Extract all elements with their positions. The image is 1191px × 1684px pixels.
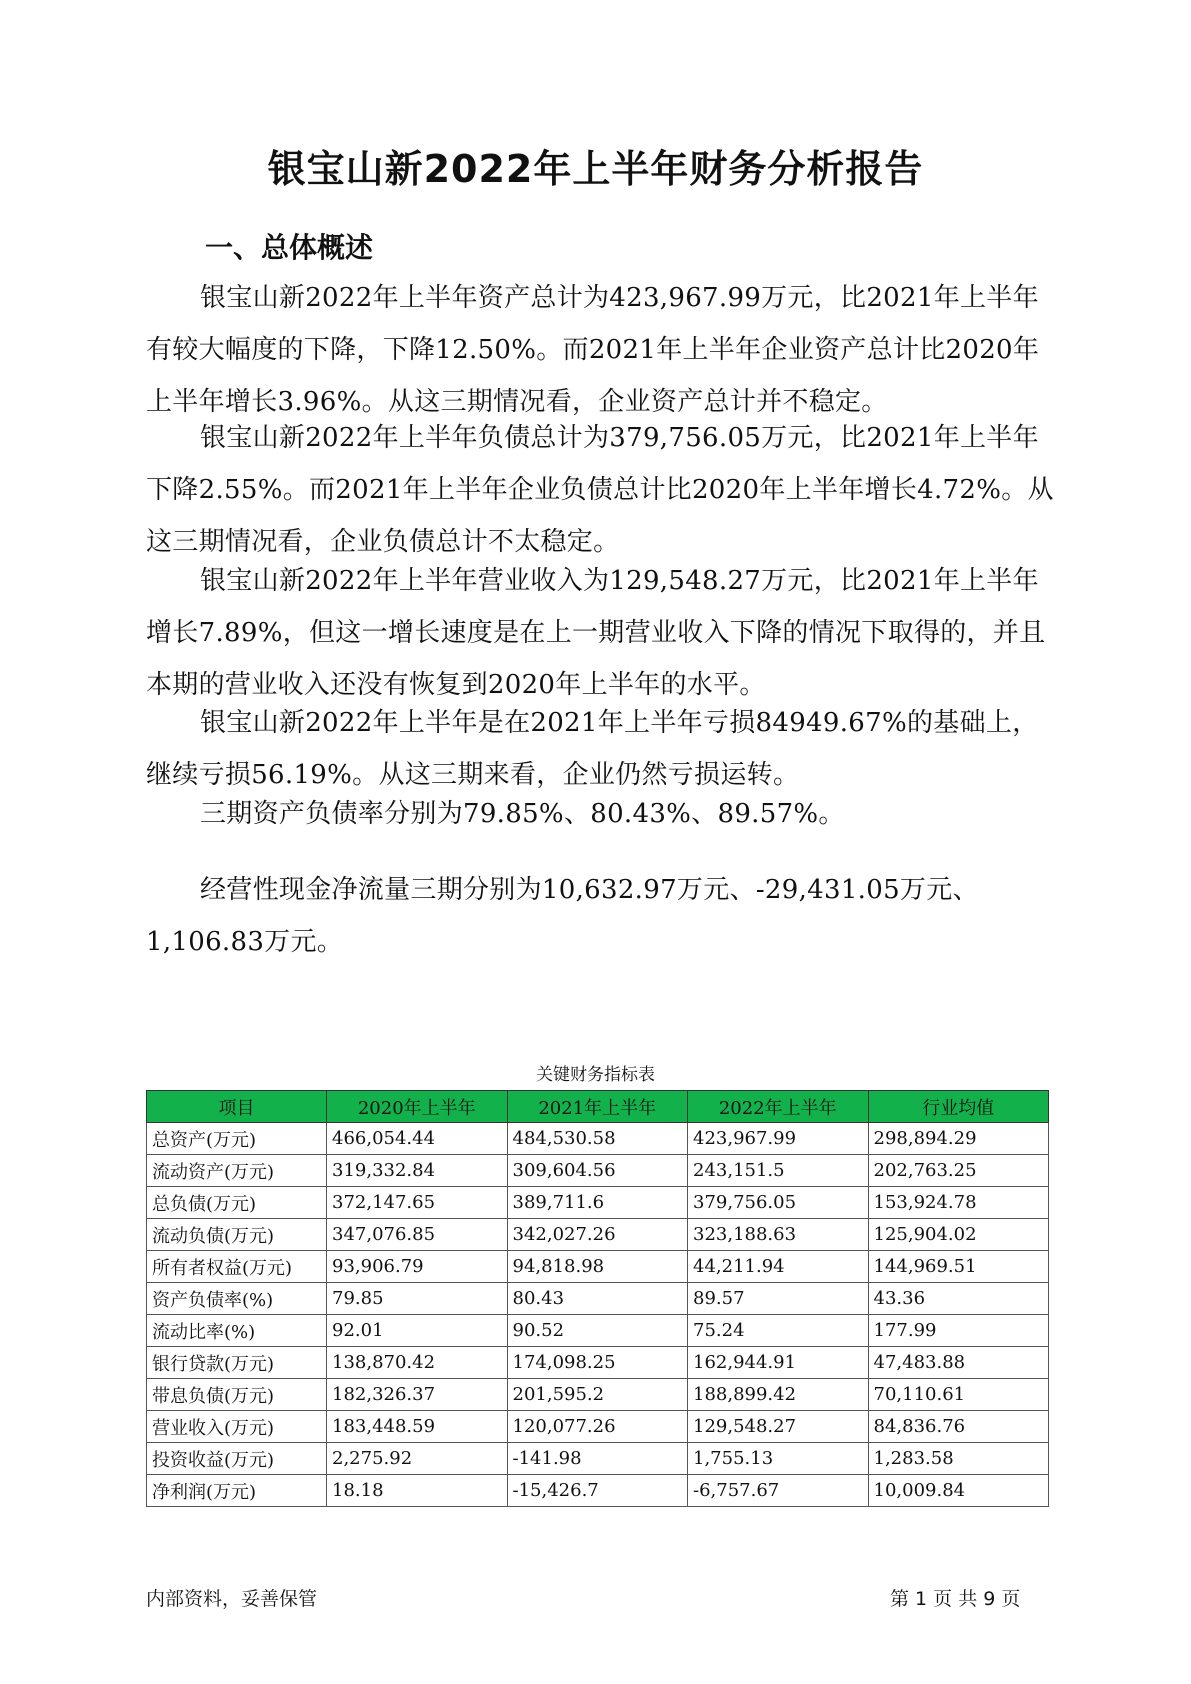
paragraph-debt-ratio: 三期资产负债率分别为79.85%、80.43%、89.57%。 — [200, 799, 845, 829]
table-row — [147, 1219, 1049, 1251]
value-cell: 182,326.37 — [327, 1379, 508, 1411]
value-cell: 1,755.13 — [688, 1443, 869, 1475]
row-label-cell: 资产负债率(%) — [147, 1283, 327, 1315]
row-label-cell: 带息负债(万元) — [147, 1379, 327, 1411]
paragraph-assets: 银宝山新2022年上半年资产总计为423,967.99万元，比2021年上半年有较大幅度的下降，下降12.50%。而2021年上半年企业资产总计比2020年上半年增长3.96%。从这三期情况看，企业资产总计并不稳定。 — [146, 283, 1040, 417]
table-row — [147, 1123, 1049, 1155]
value-cell: 89.57 — [688, 1283, 869, 1315]
value-cell: 138,870.42 — [327, 1347, 508, 1379]
table-row — [147, 1475, 1049, 1507]
table-row — [147, 1155, 1049, 1187]
value-cell: 125,904.02 — [868, 1219, 1049, 1251]
value-cell: 484,530.58 — [507, 1123, 688, 1155]
value-cell: 43.36 — [868, 1283, 1049, 1315]
value-cell: 129,548.27 — [688, 1411, 869, 1443]
footer-confidential-note: 内部资料，妥善保管 — [146, 1588, 318, 1610]
value-cell: 183,448.59 — [327, 1411, 508, 1443]
header-2021h1: 2021年上半年 — [507, 1091, 688, 1123]
value-cell: 79.85 — [327, 1283, 508, 1315]
value-cell: -141.98 — [507, 1443, 688, 1475]
value-cell: 347,076.85 — [327, 1219, 508, 1251]
value-cell: 162,944.91 — [688, 1347, 869, 1379]
table-row — [147, 1379, 1049, 1411]
value-cell: 93,906.79 — [327, 1251, 508, 1283]
row-label-cell: 总资产(万元) — [147, 1123, 327, 1155]
header-item: 项目 — [147, 1091, 327, 1123]
value-cell: 319,332.84 — [327, 1155, 508, 1187]
value-cell: 80.43 — [507, 1283, 688, 1315]
row-label-cell: 流动资产(万元) — [147, 1155, 327, 1187]
value-cell: 177.99 — [868, 1315, 1049, 1347]
paragraph-liabilities: 银宝山新2022年上半年负债总计为379,756.05万元，比2021年上半年下降2.55%。而2021年上半年企业负债总计比2020年上半年增长4.72%。从这三期情况看，企业负债总计不太稳定。 — [146, 423, 1054, 557]
table-caption: 关键财务指标表 — [536, 1065, 655, 1085]
value-cell: 372,147.65 — [327, 1187, 508, 1219]
value-cell: 379,756.05 — [688, 1187, 869, 1219]
key-financial-indicators-table — [146, 1090, 1049, 1507]
value-cell: -6,757.67 — [688, 1475, 869, 1507]
row-label-cell: 投资收益(万元) — [147, 1443, 327, 1475]
value-cell: 202,763.25 — [868, 1155, 1049, 1187]
row-label-cell: 总负债(万元) — [147, 1187, 327, 1219]
paragraph-cashflow: 经营性现金净流量三期分别为10,632.97万元、-29,431.05万元、1,106.83万元。 — [146, 875, 979, 957]
value-cell: 323,188.63 — [688, 1219, 869, 1251]
value-cell: 466,054.44 — [327, 1123, 508, 1155]
row-label-cell: 银行贷款(万元) — [147, 1347, 327, 1379]
value-cell: 94,818.98 — [507, 1251, 688, 1283]
value-cell: 90.52 — [507, 1315, 688, 1347]
value-cell: 75.24 — [688, 1315, 869, 1347]
table-row — [147, 1347, 1049, 1379]
value-cell: 1,283.58 — [868, 1443, 1049, 1475]
value-cell: 18.18 — [327, 1475, 508, 1507]
value-cell: 389,711.6 — [507, 1187, 688, 1219]
value-cell: 84,836.76 — [868, 1411, 1049, 1443]
value-cell: 309,604.56 — [507, 1155, 688, 1187]
value-cell: 47,483.88 — [868, 1347, 1049, 1379]
value-cell: 153,924.78 — [868, 1187, 1049, 1219]
header-2020h1: 2020年上半年 — [327, 1091, 508, 1123]
value-cell: 188,899.42 — [688, 1379, 869, 1411]
header-industry-average: 行业均值 — [868, 1091, 1049, 1123]
row-label-cell: 净利润(万元) — [147, 1475, 327, 1507]
report-title: 银宝山新2022年上半年财务分析报告 — [267, 147, 924, 191]
value-cell: 10,009.84 — [868, 1475, 1049, 1507]
value-cell: 243,151.5 — [688, 1155, 869, 1187]
table-row — [147, 1443, 1049, 1475]
footer-page-number: 第 1 页 共 9 页 — [890, 1588, 1021, 1610]
table-row — [147, 1187, 1049, 1219]
value-cell: 174,098.25 — [507, 1347, 688, 1379]
value-cell: 92.01 — [327, 1315, 508, 1347]
value-cell: 70,110.61 — [868, 1379, 1049, 1411]
table-row — [147, 1283, 1049, 1315]
value-cell: 423,967.99 — [688, 1123, 869, 1155]
table-row — [147, 1411, 1049, 1443]
value-cell: 298,894.29 — [868, 1123, 1049, 1155]
row-label-cell: 营业收入(万元) — [147, 1411, 327, 1443]
value-cell: 120,077.26 — [507, 1411, 688, 1443]
value-cell: -15,426.7 — [507, 1475, 688, 1507]
row-label-cell: 所有者权益(万元) — [147, 1251, 327, 1283]
row-label-cell: 流动比率(%) — [147, 1315, 327, 1347]
row-label-cell: 流动负债(万元) — [147, 1219, 327, 1251]
header-2022h1: 2022年上半年 — [688, 1091, 869, 1123]
value-cell: 44,211.94 — [688, 1251, 869, 1283]
value-cell: 144,969.51 — [868, 1251, 1049, 1283]
value-cell: 2,275.92 — [327, 1443, 508, 1475]
paragraph-revenue: 银宝山新2022年上半年营业收入为129,548.27万元，比2021年上半年增长7.89%，但这一增长速度是在上一期营业收入下降的情况下取得的，并且本期的营业收入还没有恢复到2020年上半年的水平。 — [146, 566, 1046, 700]
value-cell: 201,595.2 — [507, 1379, 688, 1411]
table-row — [147, 1315, 1049, 1347]
table-header-row — [147, 1091, 1049, 1123]
table-row — [147, 1251, 1049, 1283]
paragraph-profit: 银宝山新2022年上半年是在2021年上半年亏损84949.67%的基础上，继续亏损56.19%。从这三期来看，企业仍然亏损运转。 — [146, 708, 1039, 790]
value-cell: 342,027.26 — [507, 1219, 688, 1251]
section-heading-overview: 一、总体概述 — [205, 231, 374, 264]
